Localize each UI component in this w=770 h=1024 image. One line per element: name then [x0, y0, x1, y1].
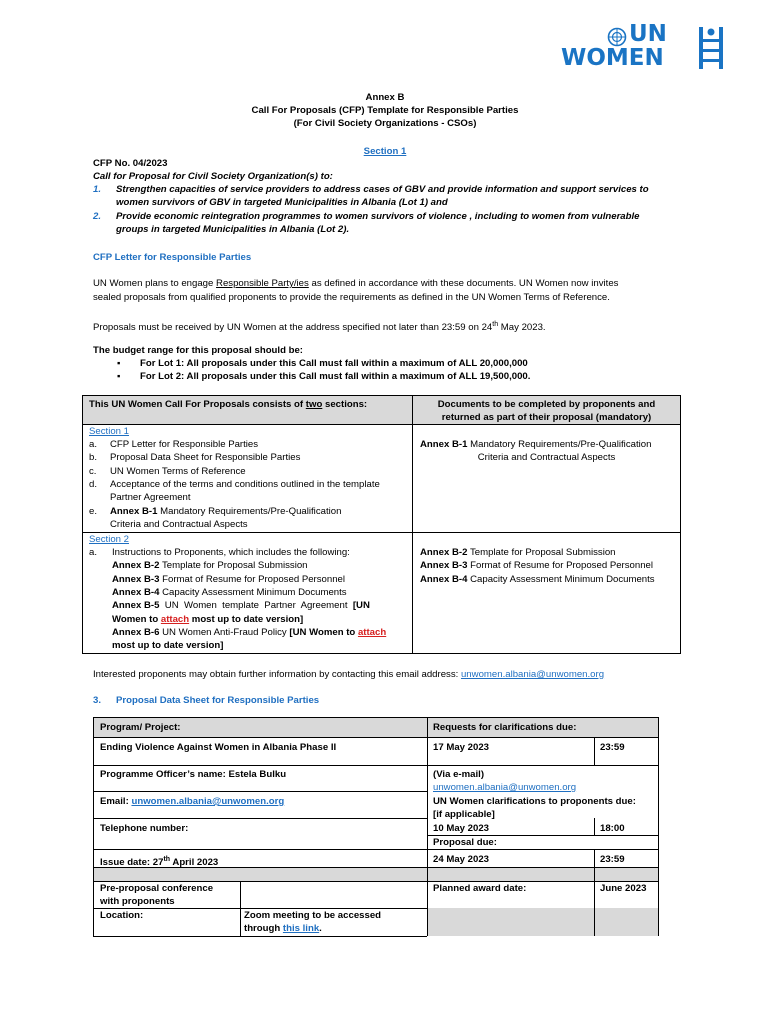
sections-table-head-line — [82, 424, 681, 425]
s2-intro: Instructions to Proponents, which includes the following: — [112, 547, 350, 558]
s2-b6-label: Annex B-6 — [112, 627, 160, 638]
s2-right-b3-text: Format of Resume for Proposed Personnel — [467, 560, 654, 571]
table-section-1-title: Section 1 — [89, 426, 130, 437]
s2-b5-attach: attach — [160, 614, 190, 625]
sections-head-a: This UN Women Call For Proposals consists of — [89, 399, 306, 410]
s2-b4-label: Annex B-4 — [112, 587, 160, 598]
document-subtitle: (For Civil Society Organizations - CSOs) — [293, 118, 477, 129]
annex-label: Annex B — [365, 92, 405, 103]
s1-right-annex — [420, 438, 651, 451]
ds-gap-right-shade — [427, 867, 658, 881]
officer-email-link[interactable]: unwomen.albania@unwomen.org — [131, 796, 285, 807]
s2-right-b2 — [420, 546, 616, 559]
officer-email — [100, 795, 284, 808]
s1-item-e — [110, 505, 341, 518]
zoom-text: Zoom meeting to be accessed — [244, 910, 382, 921]
s1-right-annex-text: Mandatory Requirements/Pre-Qualification — [467, 439, 652, 450]
officer-name: Programme Officer’s name: Estela Bulku — [100, 769, 287, 780]
s2-annex-b5 — [112, 599, 370, 612]
document-title: Call For Proposals (CFP) Template for Responsible Parties — [251, 105, 519, 116]
s2-item-a-letter: a. — [89, 547, 98, 558]
requests-date: 17 May 2023 — [433, 742, 490, 753]
ds-line — [93, 791, 427, 792]
s2-annex-b3 — [112, 573, 345, 586]
letter-p1-end: as defined in accordance with these documents. UN Women now invites — [308, 278, 619, 289]
issue-date-a: Issue date: 27 — [100, 857, 164, 869]
budget-heading: The budget range for this proposal should be: — [93, 345, 303, 356]
s2-b6-attach: attach — [357, 627, 387, 638]
budget-bullet-2-mark: ▪ — [117, 371, 121, 382]
s2-right-b2-label: Annex B-2 — [420, 547, 468, 558]
ds-line — [93, 818, 427, 819]
s2-b6-bracket: [UN Women to — [289, 627, 358, 638]
ds-line — [93, 936, 427, 937]
logo-text-women: WOMEN — [561, 45, 664, 71]
ds-vline — [594, 737, 595, 765]
contact-text: Interested proponents may obtain further information by contacting this email address: — [93, 669, 461, 680]
award-date-value: June 2023 — [600, 883, 647, 894]
s2-b2-text: Template for Proposal Submission — [159, 560, 308, 571]
s2-annex-b4 — [112, 586, 347, 599]
responsible-party-term: Responsible Party/ies — [216, 278, 309, 289]
s2-right-b4 — [420, 573, 655, 586]
s1-item-e-text: Mandatory Requirements/Pre-Qualification — [157, 506, 342, 517]
ds-award-shade-2 — [595, 908, 658, 936]
s2-b4-text: Capacity Assessment Minimum Documents — [159, 587, 347, 598]
ds-line — [93, 849, 658, 850]
s2-b2-label: Annex B-2 — [112, 560, 160, 571]
cfp-item-2-line2: groups in targeted Municipalities in Albania (Lot 2). — [116, 224, 350, 235]
proposal-due-date: 24 May 2023 — [433, 854, 490, 865]
s2-b5-cont-b: most up to date version] — [189, 614, 304, 625]
zoom-through: through — [244, 923, 283, 934]
table-section-2-title: Section 2 — [89, 534, 130, 545]
s2-right-b3 — [420, 559, 653, 572]
budget-bullet-2: For Lot 2: All proposals under this Call must fall within a maximum of ALL 19,500,000. — [140, 371, 531, 382]
s1-item-b: Proposal Data Sheet for Responsible Parties — [110, 452, 301, 463]
letter-paragraph-2 — [93, 318, 546, 334]
cfp-number: CFP No. 04/2023 — [93, 158, 168, 169]
ds-vline — [93, 717, 94, 936]
ds-line — [427, 765, 658, 766]
ds-vline — [594, 849, 595, 936]
letter-paragraph-1-cont: sealed proposals from qualified proponents to provide the requirements as defined in the UN Women Terms of Reference. — [93, 292, 610, 303]
via-email-link[interactable]: unwomen.albania@unwomen.org — [433, 782, 577, 793]
ds-award-shade — [428, 908, 594, 936]
cfp-item-2-line1: Provide economic reintegration programmes to women survivors of violence , including to women from vulnerable — [116, 211, 640, 222]
ds-line — [93, 765, 427, 766]
sections-table-row-line — [82, 532, 681, 533]
budget-bullet-1-mark: ▪ — [117, 358, 121, 369]
program-value: Ending Violence Against Women in Albania Phase II — [100, 742, 337, 753]
s2-annex-b5-cont — [112, 613, 303, 626]
sections-table-divider — [412, 395, 413, 654]
cfp-item-1-line2: women survivors of GBV in targeted Municipalities in Albania (Lot 1) and — [116, 197, 448, 208]
clarifications-label: UN Women clarifications to proponents due: — [433, 796, 636, 807]
s1-item-d-cont: Partner Agreement — [110, 492, 191, 503]
zoom-text-cont — [244, 922, 322, 935]
letter-paragraph-1 — [93, 277, 618, 290]
ds-vline — [427, 717, 428, 936]
s2-annex-b6 — [112, 626, 386, 639]
issue-date-sup: th — [163, 856, 171, 863]
s1-item-e-annex: Annex B-1 — [110, 506, 158, 517]
s1-right-annex-cont: Criteria and Contractual Aspects — [477, 452, 616, 463]
deadline-sup: th — [492, 321, 499, 328]
program-label: Program/ Project: — [100, 722, 181, 733]
sections-head-c: sections: — [322, 399, 368, 410]
sections-head-right-2: returned as part of their proposal (mandatory) — [441, 412, 652, 423]
s1-item-d-letter: d. — [89, 479, 98, 490]
section-1-heading: Section 1 — [363, 146, 407, 157]
s2-right-b4-label: Annex B-4 — [420, 574, 468, 585]
s2-b3-text: Format of Resume for Proposed Personnel — [159, 574, 346, 585]
ds-vline — [594, 818, 595, 835]
contact-line — [93, 668, 604, 681]
datasheet-heading: Proposal Data Sheet for Responsible Parties — [116, 695, 320, 706]
clarifications-note: [if applicable] — [433, 809, 495, 820]
cfp-item-1-num: 1. — [93, 184, 102, 195]
sections-head-left — [89, 398, 367, 411]
ds-vline — [240, 881, 241, 936]
s1-item-a-letter: a. — [89, 439, 98, 450]
cfp-item-1-line1: Strengthen capacities of service providers to address cases of GBV and provide information and support services to — [116, 184, 649, 195]
s1-item-d: Acceptance of the terms and conditions outlined in the template — [110, 479, 380, 490]
proposal-due-label: Proposal due: — [433, 837, 497, 848]
requests-time: 23:59 — [600, 742, 625, 753]
clarifications-time: 18:00 — [600, 823, 625, 834]
preconference-label: Pre-proposal conference — [100, 883, 214, 894]
budget-bullet-1: For Lot 1: All proposals under this Call must fall within a maximum of ALL 20,000,000 — [140, 358, 528, 369]
s2-right-b4-text: Capacity Assessment Minimum Documents — [467, 574, 655, 585]
s1-item-e-cont: Criteria and Contractual Aspects — [110, 519, 248, 530]
sections-head-right-1: Documents to be completed by proponents and — [437, 399, 656, 410]
s2-b5-cont-a: Women to — [112, 614, 161, 625]
issue-date — [100, 853, 218, 869]
requests-label: Requests for clarifications due: — [433, 722, 577, 733]
un-women-logo — [561, 21, 727, 75]
datasheet-num: 3. — [93, 695, 102, 706]
cfp-letter-heading: CFP Letter for Responsible Parties — [93, 252, 252, 263]
s2-right-b3-label: Annex B-3 — [420, 560, 468, 571]
zoom-link[interactable]: this link — [282, 923, 320, 934]
s2-b5-bracket: [UN — [352, 600, 370, 611]
logo-text-un: UN — [629, 21, 667, 47]
via-email-label: (Via e-mail) — [433, 769, 485, 780]
ds-line — [93, 717, 658, 718]
s1-item-b-letter: b. — [89, 452, 98, 463]
telephone-label: Telephone number: — [100, 823, 189, 834]
ds-vline — [658, 717, 659, 936]
officer-email-label: Email: — [100, 796, 132, 807]
zoom-period: . — [319, 923, 322, 934]
award-date-label: Planned award date: — [433, 883, 527, 894]
s1-right-annex-label: Annex B-1 — [420, 439, 468, 450]
cfp-intro: Call for Proposal for Civil Society Organization(s) to: — [93, 171, 333, 182]
s1-item-c-letter: c. — [89, 466, 97, 477]
s1-item-e-letter: e. — [89, 506, 98, 517]
contact-email-link[interactable]: unwomen.albania@unwomen.org — [460, 669, 605, 680]
s1-item-a: CFP Letter for Responsible Parties — [110, 439, 259, 450]
deadline-text: Proposals must be received by UN Women at the address specified not later than 23:59 on 24 — [93, 322, 493, 334]
s2-b5-label: Annex B-5 — [112, 600, 160, 611]
cfp-item-2-num: 2. — [93, 211, 102, 222]
ds-line — [93, 737, 658, 738]
proposal-due-time: 23:59 — [600, 854, 625, 865]
s2-b6-cont: most up to date version] — [112, 640, 224, 651]
women-symbol-icon — [697, 25, 725, 71]
location-label: Location: — [100, 910, 144, 921]
s1-item-c: UN Women Terms of Reference — [110, 466, 246, 477]
s2-annex-b2 — [112, 559, 308, 572]
letter-p1-start: UN Women plans to engage — [93, 278, 217, 289]
s2-b6-text: UN Women Anti-Fraud Policy — [159, 627, 290, 638]
preconference-label-cont: with proponents — [100, 896, 175, 907]
deadline-end: May 2023. — [498, 322, 546, 334]
s2-b5-text: UN Women template Partner Agreement — [159, 600, 353, 611]
s2-b3-label: Annex B-3 — [112, 574, 160, 585]
issue-date-b: April 2023 — [170, 857, 219, 869]
sections-head-b: two — [305, 399, 323, 410]
clarifications-date: 10 May 2023 — [433, 823, 490, 834]
s2-right-b2-text: Template for Proposal Submission — [467, 547, 616, 558]
